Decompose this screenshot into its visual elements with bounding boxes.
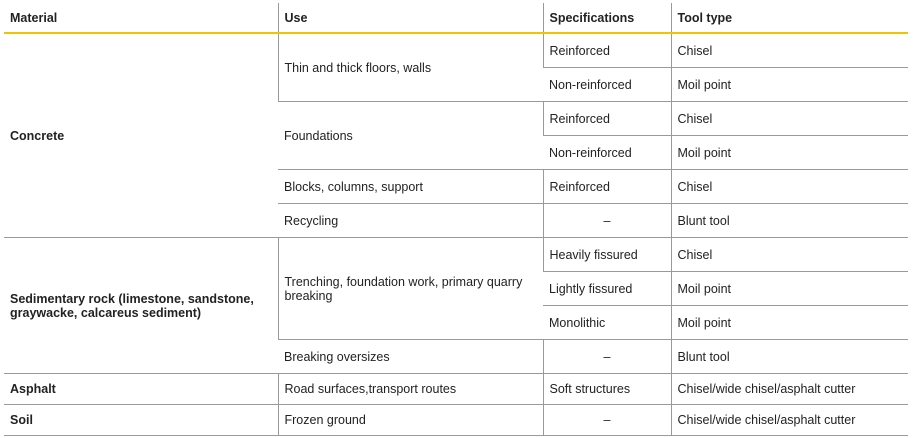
material-soil: Soil bbox=[4, 405, 278, 436]
tool-cell: Chisel bbox=[671, 33, 908, 68]
tool-cell: Blunt tool bbox=[671, 204, 908, 238]
spec-cell: Non-reinforced bbox=[543, 68, 671, 102]
header-row bbox=[4, 3, 908, 33]
spec-cell: Reinforced bbox=[543, 102, 671, 136]
spec-cell: – bbox=[543, 405, 671, 436]
use-cell: Thin and thick floors, walls bbox=[278, 33, 543, 102]
material-sedimentary-rock: Sedimentary rock (limestone, sandstone, graywacke, calcareus sediment) bbox=[4, 238, 278, 374]
spec-cell: Soft structures bbox=[543, 374, 671, 405]
tool-selection-table bbox=[4, 3, 908, 436]
use-cell: Frozen ground bbox=[278, 405, 543, 436]
spec-cell: Lightly fissured bbox=[543, 272, 671, 306]
table-row bbox=[4, 405, 908, 436]
material-concrete: Concrete bbox=[4, 33, 278, 238]
header-tool-type: Tool type bbox=[671, 3, 908, 33]
tool-cell: Chisel/wide chisel/asphalt cutter bbox=[671, 405, 908, 436]
use-cell: Blocks, columns, support bbox=[278, 170, 543, 204]
spec-cell: Reinforced bbox=[543, 33, 671, 68]
header-specifications: Specifications bbox=[543, 3, 671, 33]
tool-cell: Chisel/wide chisel/asphalt cutter bbox=[671, 374, 908, 405]
spec-cell: – bbox=[543, 340, 671, 374]
use-cell: Breaking oversizes bbox=[278, 340, 543, 374]
table-row bbox=[4, 238, 908, 272]
tool-cell: Moil point bbox=[671, 306, 908, 340]
use-cell: Road surfaces,transport routes bbox=[278, 374, 543, 405]
use-cell: Recycling bbox=[278, 204, 543, 238]
table-row bbox=[4, 374, 908, 405]
header-use: Use bbox=[278, 3, 543, 33]
tool-cell: Chisel bbox=[671, 170, 908, 204]
spec-cell: Non-reinforced bbox=[543, 136, 671, 170]
spec-cell: – bbox=[543, 204, 671, 238]
tool-cell: Chisel bbox=[671, 102, 908, 136]
material-asphalt: Asphalt bbox=[4, 374, 278, 405]
tool-cell: Blunt tool bbox=[671, 340, 908, 374]
tool-cell: Moil point bbox=[671, 272, 908, 306]
tool-cell: Chisel bbox=[671, 238, 908, 272]
tool-cell: Moil point bbox=[671, 68, 908, 102]
use-cell: Foundations bbox=[278, 102, 543, 170]
spec-cell: Reinforced bbox=[543, 170, 671, 204]
spec-cell: Monolithic bbox=[543, 306, 671, 340]
header-material: Material bbox=[10, 10, 58, 25]
spec-cell: Heavily fissured bbox=[543, 238, 671, 272]
tool-cell: Moil point bbox=[671, 136, 908, 170]
use-cell: Trenching, foundation work, primary quarry breaking bbox=[278, 238, 543, 340]
table-row bbox=[4, 33, 908, 68]
